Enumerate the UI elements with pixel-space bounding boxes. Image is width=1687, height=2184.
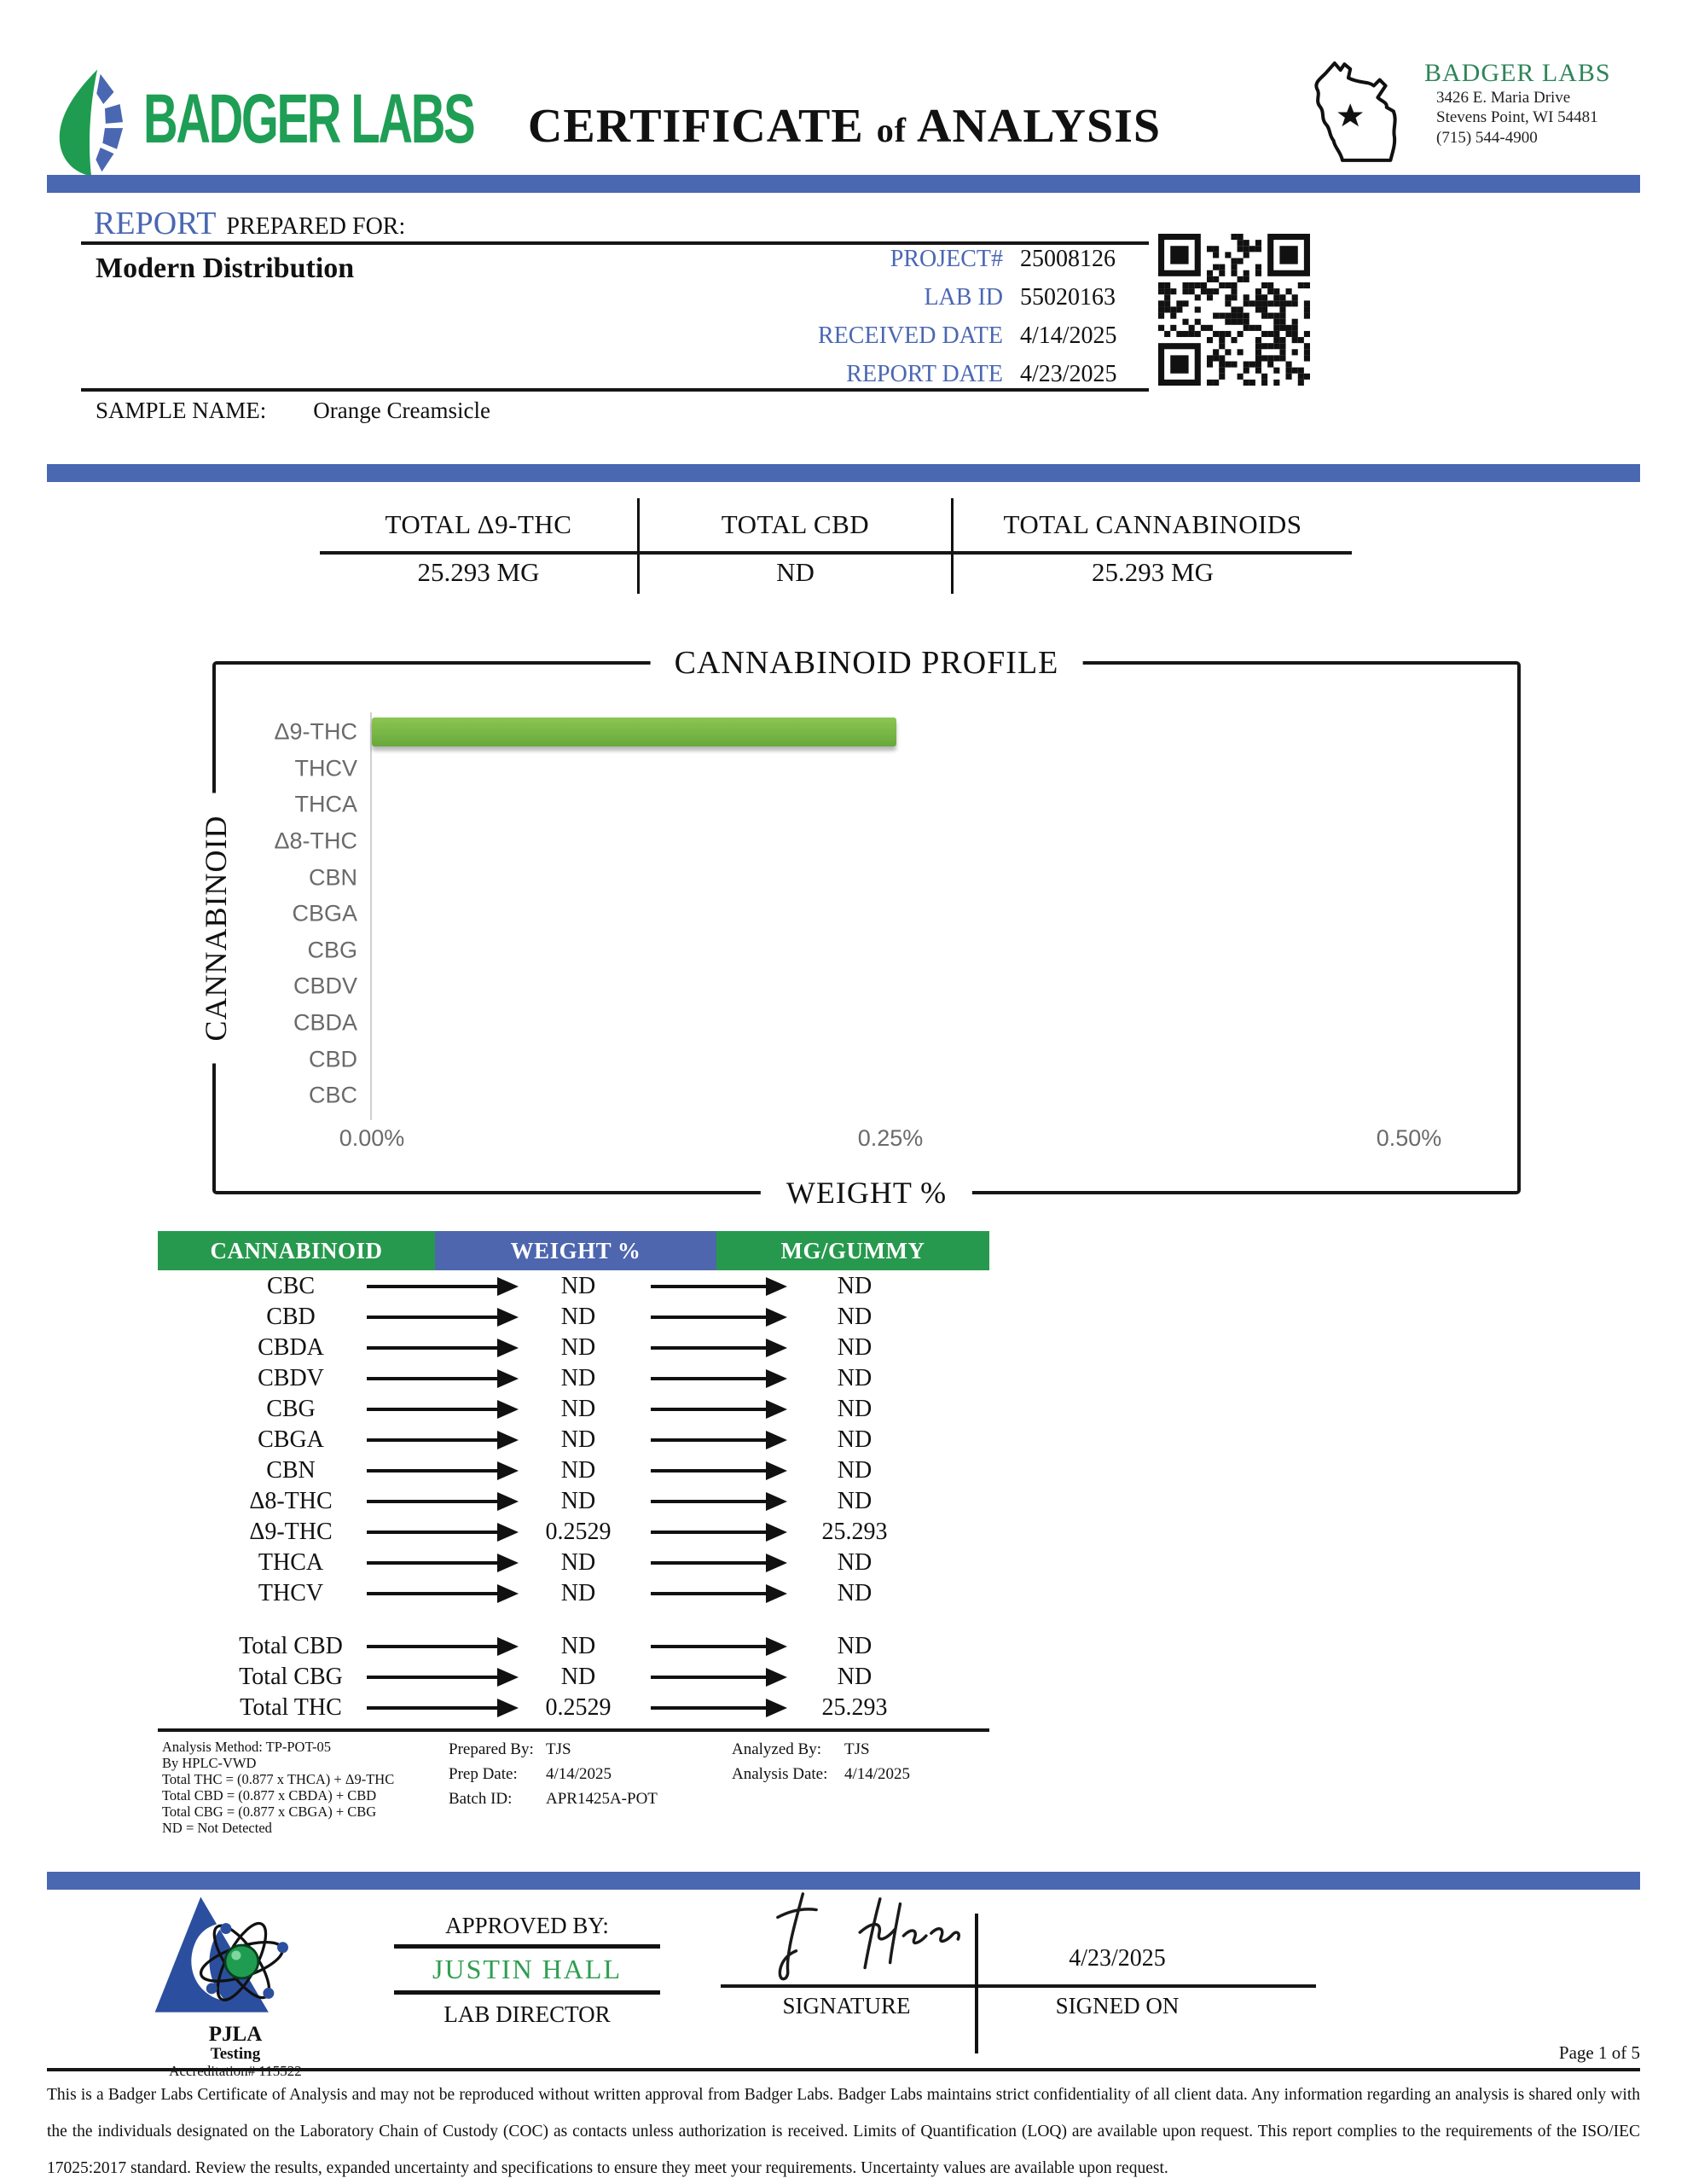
chart-y-axis-label: CANNABINOID [198, 793, 234, 1063]
chart-row [216, 859, 1517, 896]
cannabinoid-name: THCV [258, 1580, 324, 1606]
total-column [954, 498, 1352, 594]
report-divider-line-top [81, 241, 1149, 245]
arrow-icon [651, 1584, 787, 1603]
arrow-shaft [651, 1346, 766, 1350]
method-note-line: Total CBD = (0.877 x CBDA) + CBD [162, 1787, 377, 1804]
lab-phone: (715) 544-4900 [1436, 128, 1538, 147]
table-row [158, 1548, 989, 1578]
arrow-icon [367, 1431, 519, 1449]
arrow-head [766, 1668, 787, 1687]
arrow-icon [651, 1492, 787, 1511]
mg-per-gummy-value: ND [837, 1273, 872, 1299]
table-row [158, 1394, 989, 1425]
cannabinoid-table-header [158, 1231, 989, 1270]
table-row [158, 1302, 989, 1333]
arrow-head [497, 1584, 519, 1603]
arrow-head [497, 1431, 519, 1449]
table-row [158, 1333, 989, 1363]
arrow-icon [651, 1339, 787, 1357]
analysis-note-value: TJS [844, 1740, 870, 1758]
arrow-icon [367, 1699, 519, 1717]
weight-percent-value: ND [560, 1488, 596, 1514]
chart-x-tick: 0.50% [1376, 1125, 1442, 1151]
arrow-head [766, 1584, 787, 1603]
table-row [158, 1425, 989, 1455]
chart-category-label: THCA [294, 791, 357, 817]
cannabinoid-name: CBN [266, 1457, 316, 1484]
arrow-head [766, 1523, 787, 1542]
chart-category-label: CBN [308, 864, 357, 891]
report-field-row [597, 361, 1150, 399]
cannabinoid-name: CBD [266, 1304, 316, 1330]
mg-per-gummy-value: ND [837, 1457, 872, 1484]
arrow-head [766, 1492, 787, 1511]
mg-per-gummy-value: ND [837, 1488, 872, 1514]
table-row [158, 1455, 989, 1486]
table-row [158, 1517, 989, 1548]
weight-percent-value: ND [560, 1365, 596, 1391]
total-value: 25.293 MG [1092, 557, 1214, 587]
prep-note-value: APR1425A-POT [546, 1790, 658, 1808]
arrow-shaft [651, 1316, 766, 1319]
arrow-shaft [367, 1500, 497, 1503]
weight-percent-value: ND [560, 1457, 596, 1484]
signature-handwriting [744, 1887, 1000, 1988]
weight-percent-value: ND [560, 1549, 596, 1576]
chart-x-tick: 0.00% [339, 1125, 405, 1151]
table-row [158, 1578, 989, 1609]
arrow-shaft [367, 1592, 497, 1595]
cannabinoid-table-body [158, 1271, 989, 1723]
chart-row [216, 823, 1517, 860]
report-field-label: REPORT DATE [846, 361, 1003, 387]
report-field-value: 4/14/2025 [1020, 322, 1117, 349]
chart-row [216, 932, 1517, 969]
arrow-head [766, 1699, 787, 1717]
pjla-accreditation-block [126, 1892, 345, 2080]
arrow-head [497, 1699, 519, 1717]
sample-name-value: Orange Creamsicle [313, 398, 490, 423]
approver-name: JUSTIN HALL [432, 1954, 622, 1984]
table-header-cell: WEIGHT % [435, 1231, 716, 1270]
arrow-shaft [651, 1469, 766, 1472]
chart-category-label: Δ9-THC [274, 718, 357, 745]
cannabinoid-name: CBGA [258, 1426, 324, 1453]
total-column [320, 498, 640, 594]
footer-rule [47, 2068, 1640, 2071]
method-note-line: Analysis Method: TP-POT-05 [162, 1739, 332, 1755]
mg-per-gummy-value: 25.293 [821, 1694, 888, 1721]
arrow-shaft [367, 1438, 497, 1442]
arrow-head [497, 1554, 519, 1572]
prepared-for-label: PREPARED FOR: [226, 213, 406, 240]
arrow-icon [367, 1339, 519, 1357]
report-field-value: 4/23/2025 [1020, 361, 1117, 387]
analysis-note-row [732, 1765, 1022, 1790]
report-field-row [597, 322, 1150, 361]
approval-rule-top [394, 1944, 660, 1949]
arrow-shaft [651, 1531, 766, 1534]
chart-row [216, 968, 1517, 1005]
pjla-org-name: PJLA [208, 2022, 263, 2046]
report-field-row [597, 284, 1150, 322]
brand-wordmark: BADGER LABS [143, 79, 474, 158]
total-column [640, 498, 954, 594]
weight-percent-value: ND [560, 1580, 596, 1606]
chart-category-label: CBGA [292, 900, 357, 926]
arrow-shaft [651, 1285, 766, 1288]
method-notes [162, 1739, 443, 1836]
prep-note-value: 4/14/2025 [546, 1765, 612, 1783]
lab-name: BADGER LABS [1424, 59, 1611, 87]
report-field-row [597, 246, 1150, 284]
arrow-head [766, 1637, 787, 1656]
signed-on-date: 4/23/2025 [1069, 1945, 1166, 1972]
arrow-shaft [367, 1377, 497, 1380]
arrow-head [766, 1277, 787, 1296]
weight-percent-value: 0.2529 [545, 1519, 612, 1545]
report-fields [597, 246, 1150, 399]
arrow-shaft [367, 1408, 497, 1411]
arrow-icon [367, 1523, 519, 1542]
report-field-label: LAB ID [924, 284, 1003, 311]
report-section-heading [94, 205, 405, 242]
chart-row [216, 787, 1517, 823]
chart-category-label: CBDA [293, 1009, 357, 1036]
arrow-icon [367, 1554, 519, 1572]
chart-row [216, 1077, 1517, 1114]
lab-contact-block [1424, 59, 1611, 148]
prep-note-row [449, 1765, 723, 1790]
title-word-of: of [876, 111, 907, 149]
arrow-icon [651, 1554, 787, 1572]
client-name: Modern Distribution [96, 253, 355, 284]
arrow-icon [651, 1400, 787, 1419]
analysis-note-label: Analysis Date: [732, 1765, 828, 1783]
arrow-icon [367, 1461, 519, 1480]
arrow-icon [651, 1308, 787, 1327]
table-row [158, 1631, 989, 1662]
arrow-shaft [651, 1592, 766, 1595]
arrow-icon [651, 1523, 787, 1542]
arrow-shaft [367, 1531, 497, 1534]
mg-per-gummy-value: ND [837, 1396, 872, 1422]
sample-name-label: SAMPLE NAME: [96, 398, 267, 423]
mg-per-gummy-value: ND [837, 1549, 872, 1576]
arrow-shaft [367, 1645, 497, 1648]
approved-by-label: APPROVED BY: [445, 1913, 609, 1938]
analysis-info-notes [732, 1740, 1022, 1790]
arrow-icon [651, 1461, 787, 1480]
arrow-shaft [367, 1469, 497, 1472]
chart-title: CANNABINOID PROFILE [651, 644, 1083, 682]
arrow-icon [367, 1400, 519, 1419]
arrow-head [766, 1400, 787, 1419]
cannabinoid-name: Δ9-THC [249, 1519, 333, 1545]
arrow-icon [367, 1277, 519, 1296]
arrow-shaft [367, 1676, 497, 1679]
arrow-shaft [367, 1285, 497, 1288]
prep-note-value: TJS [546, 1740, 571, 1758]
arrow-shaft [367, 1706, 497, 1710]
table-header-cell: CANNABINOID [158, 1231, 435, 1270]
arrow-shaft [651, 1377, 766, 1380]
arrow-head [497, 1369, 519, 1388]
cannabinoid-profile-chart [199, 644, 1521, 1211]
chart-category-label: CBD [308, 1046, 357, 1072]
report-label: REPORT [94, 206, 217, 241]
prep-notes [449, 1740, 723, 1815]
arrow-head [497, 1308, 519, 1327]
prep-note-row [449, 1740, 723, 1765]
title-word-analysis: ANALYSIS [917, 100, 1162, 153]
signature-label: SIGNATURE [782, 1993, 911, 2018]
divider-bar-top [47, 175, 1640, 193]
report-divider-line-bottom [81, 388, 1149, 392]
weight-percent-value: ND [560, 1664, 596, 1690]
badger-labs-leaf-icon [49, 67, 135, 179]
cannabinoid-name: CBG [266, 1396, 316, 1422]
chart-row [216, 714, 1517, 751]
arrow-shaft [651, 1706, 766, 1710]
arrow-icon [651, 1369, 787, 1388]
chart-plot-area [216, 714, 1517, 1114]
total-label: TOTAL Δ9-THC [385, 509, 572, 539]
chart-category-label: CBDV [293, 973, 357, 999]
sample-name-row [96, 398, 490, 424]
table-row [158, 1662, 989, 1693]
signature-line [721, 1984, 1316, 1988]
cannabinoid-name: THCA [258, 1549, 324, 1576]
arrow-icon [651, 1699, 787, 1717]
cannabinoid-name: CBDV [258, 1365, 324, 1391]
chart-category-label: CBG [307, 937, 357, 963]
weight-percent-value: ND [560, 1426, 596, 1453]
lab-address-line2: Stevens Point, WI 54481 [1436, 108, 1598, 126]
arrow-shaft [367, 1561, 497, 1565]
arrow-head [766, 1554, 787, 1572]
arrow-shaft [651, 1676, 766, 1679]
prep-note-label: Prep Date: [449, 1765, 518, 1783]
arrow-head [766, 1369, 787, 1388]
arrow-head [766, 1339, 787, 1357]
chart-row [216, 1041, 1517, 1077]
wisconsin-map-icon [1303, 53, 1421, 177]
report-field-label: PROJECT# [890, 246, 1003, 272]
prep-note-row [449, 1790, 723, 1815]
chart-category-label: CBC [308, 1082, 357, 1108]
analysis-note-value: 4/14/2025 [844, 1765, 911, 1783]
method-note-line: By HPLC-VWD [162, 1755, 257, 1771]
chart-category-label: THCV [294, 755, 357, 781]
chart-row [216, 1005, 1517, 1042]
arrow-head [497, 1277, 519, 1296]
table-header-cell: MG/GUMMY [716, 1231, 989, 1270]
mg-per-gummy-value: ND [837, 1334, 872, 1361]
report-field-label: RECEIVED DATE [818, 322, 1003, 349]
total-value: ND [776, 557, 815, 587]
prep-note-label: Batch ID: [449, 1790, 513, 1808]
signature-divider-line [975, 1914, 978, 2053]
arrow-icon [651, 1431, 787, 1449]
approval-block [394, 1913, 660, 2028]
cannabinoid-name: CBDA [258, 1334, 324, 1361]
chart-row [216, 751, 1517, 787]
analysis-note-row [732, 1740, 1022, 1765]
arrow-head [497, 1523, 519, 1542]
weight-percent-value: ND [560, 1396, 596, 1422]
arrow-icon [367, 1308, 519, 1327]
cannabinoid-name: Total CBG [239, 1664, 343, 1690]
arrow-icon [651, 1637, 787, 1656]
arrow-icon [367, 1668, 519, 1687]
weight-percent-value: ND [560, 1633, 596, 1659]
chart-x-axis-label: WEIGHT % [761, 1175, 972, 1211]
chart-x-tick: 0.25% [857, 1125, 924, 1151]
total-value: 25.293 MG [417, 557, 540, 587]
arrow-head [497, 1339, 519, 1357]
cannabinoid-name: Total CBD [239, 1633, 343, 1659]
table-row [158, 1486, 989, 1517]
arrow-icon [651, 1277, 787, 1296]
mg-per-gummy-value: ND [837, 1365, 872, 1391]
mg-per-gummy-value: ND [837, 1664, 872, 1690]
mg-per-gummy-value: ND [837, 1633, 872, 1659]
weight-percent-value: 0.2529 [545, 1694, 612, 1721]
disclaimer-text: This is a Badger Labs Certificate of Analysis and may not be reproduced without written approval from Badger Labs. Badger Labs maintains strict confidentiality of all client data. Any information regarding an analysis is shared only with the the individuals designated on the Laboratory Chain of Custody (COC) as contacts unless authorization is received. Limits of Quantification (LOQ) are available upon request. This report complies to the requirements of the ISO/IEC 17025:2017 standard. Review the results, expanded uncertainty and specifications to ensure they meet your requirements. Uncertainty values are available upon request. [47, 2086, 1640, 2177]
signed-on-label: SIGNED ON [1055, 1993, 1180, 2018]
totals-divider-line [320, 551, 1352, 555]
totals-summary [320, 498, 1352, 594]
total-label: TOTAL CANNABINOIDS [1003, 509, 1302, 539]
table-row [158, 1271, 989, 1302]
table-gap [158, 1609, 989, 1631]
arrow-shaft [367, 1346, 497, 1350]
arrow-head [766, 1308, 787, 1327]
mg-per-gummy-value: ND [837, 1580, 872, 1606]
method-note-line: Total CBG = (0.877 x CBGA) + CBG [162, 1804, 377, 1820]
weight-percent-value: ND [560, 1273, 596, 1299]
arrow-head [497, 1400, 519, 1419]
arrow-shaft [651, 1500, 766, 1503]
arrow-head [766, 1461, 787, 1480]
chart-bar [372, 717, 896, 746]
prep-note-label: Prepared By: [449, 1740, 534, 1758]
arrow-head [497, 1461, 519, 1480]
analysis-note-label: Analyzed By: [732, 1740, 822, 1758]
pjla-testing-label: Testing [210, 2045, 261, 2064]
arrow-shaft [651, 1645, 766, 1648]
chart-x-ticks [216, 1125, 1517, 1154]
method-note-line: ND = Not Detected [162, 1820, 272, 1836]
arrow-shaft [651, 1561, 766, 1565]
lab-address-line1: 3426 E. Maria Drive [1436, 88, 1571, 107]
mg-per-gummy-value: ND [837, 1304, 872, 1330]
table-row [158, 1693, 989, 1723]
method-note-line: Total THC = (0.877 x THCA) + Δ9-THC [162, 1771, 395, 1787]
arrow-shaft [367, 1316, 497, 1319]
page-number: Page 1 of 5 [1558, 2042, 1640, 2063]
qr-code [1158, 234, 1310, 386]
approval-rule-bottom [394, 1990, 660, 1995]
weight-percent-value: ND [560, 1334, 596, 1361]
cannabinoid-name: Total THC [240, 1694, 342, 1721]
total-label: TOTAL CBD [721, 509, 870, 539]
arrow-icon [651, 1668, 787, 1687]
arrow-head [497, 1668, 519, 1687]
report-field-value: 55020163 [1020, 284, 1116, 311]
arrow-icon [367, 1584, 519, 1603]
page-title [443, 99, 1245, 154]
arrow-head [497, 1492, 519, 1511]
arrow-icon [367, 1492, 519, 1511]
divider-bar-middle [47, 464, 1640, 482]
approver-title: LAB DIRECTOR [443, 2001, 611, 2027]
chart-row [216, 896, 1517, 932]
arrow-head [497, 1637, 519, 1656]
weight-percent-value: ND [560, 1304, 596, 1330]
report-field-value: 25008126 [1020, 246, 1116, 272]
arrow-icon [367, 1369, 519, 1388]
table-row [158, 1363, 989, 1394]
cannabinoid-name: CBC [266, 1273, 316, 1299]
chart-category-label: Δ8-THC [274, 828, 357, 854]
table-bottom-line [158, 1728, 989, 1732]
mg-per-gummy-value: 25.293 [821, 1519, 888, 1545]
arrow-icon [367, 1637, 519, 1656]
cannabinoid-name: Δ8-THC [249, 1488, 333, 1514]
title-word-certificate: CERTIFICATE [527, 100, 864, 153]
mg-per-gummy-value: ND [837, 1426, 872, 1453]
arrow-shaft [651, 1438, 766, 1442]
arrow-head [766, 1431, 787, 1449]
pjla-logo-icon [145, 1892, 326, 2018]
arrow-shaft [651, 1408, 766, 1411]
